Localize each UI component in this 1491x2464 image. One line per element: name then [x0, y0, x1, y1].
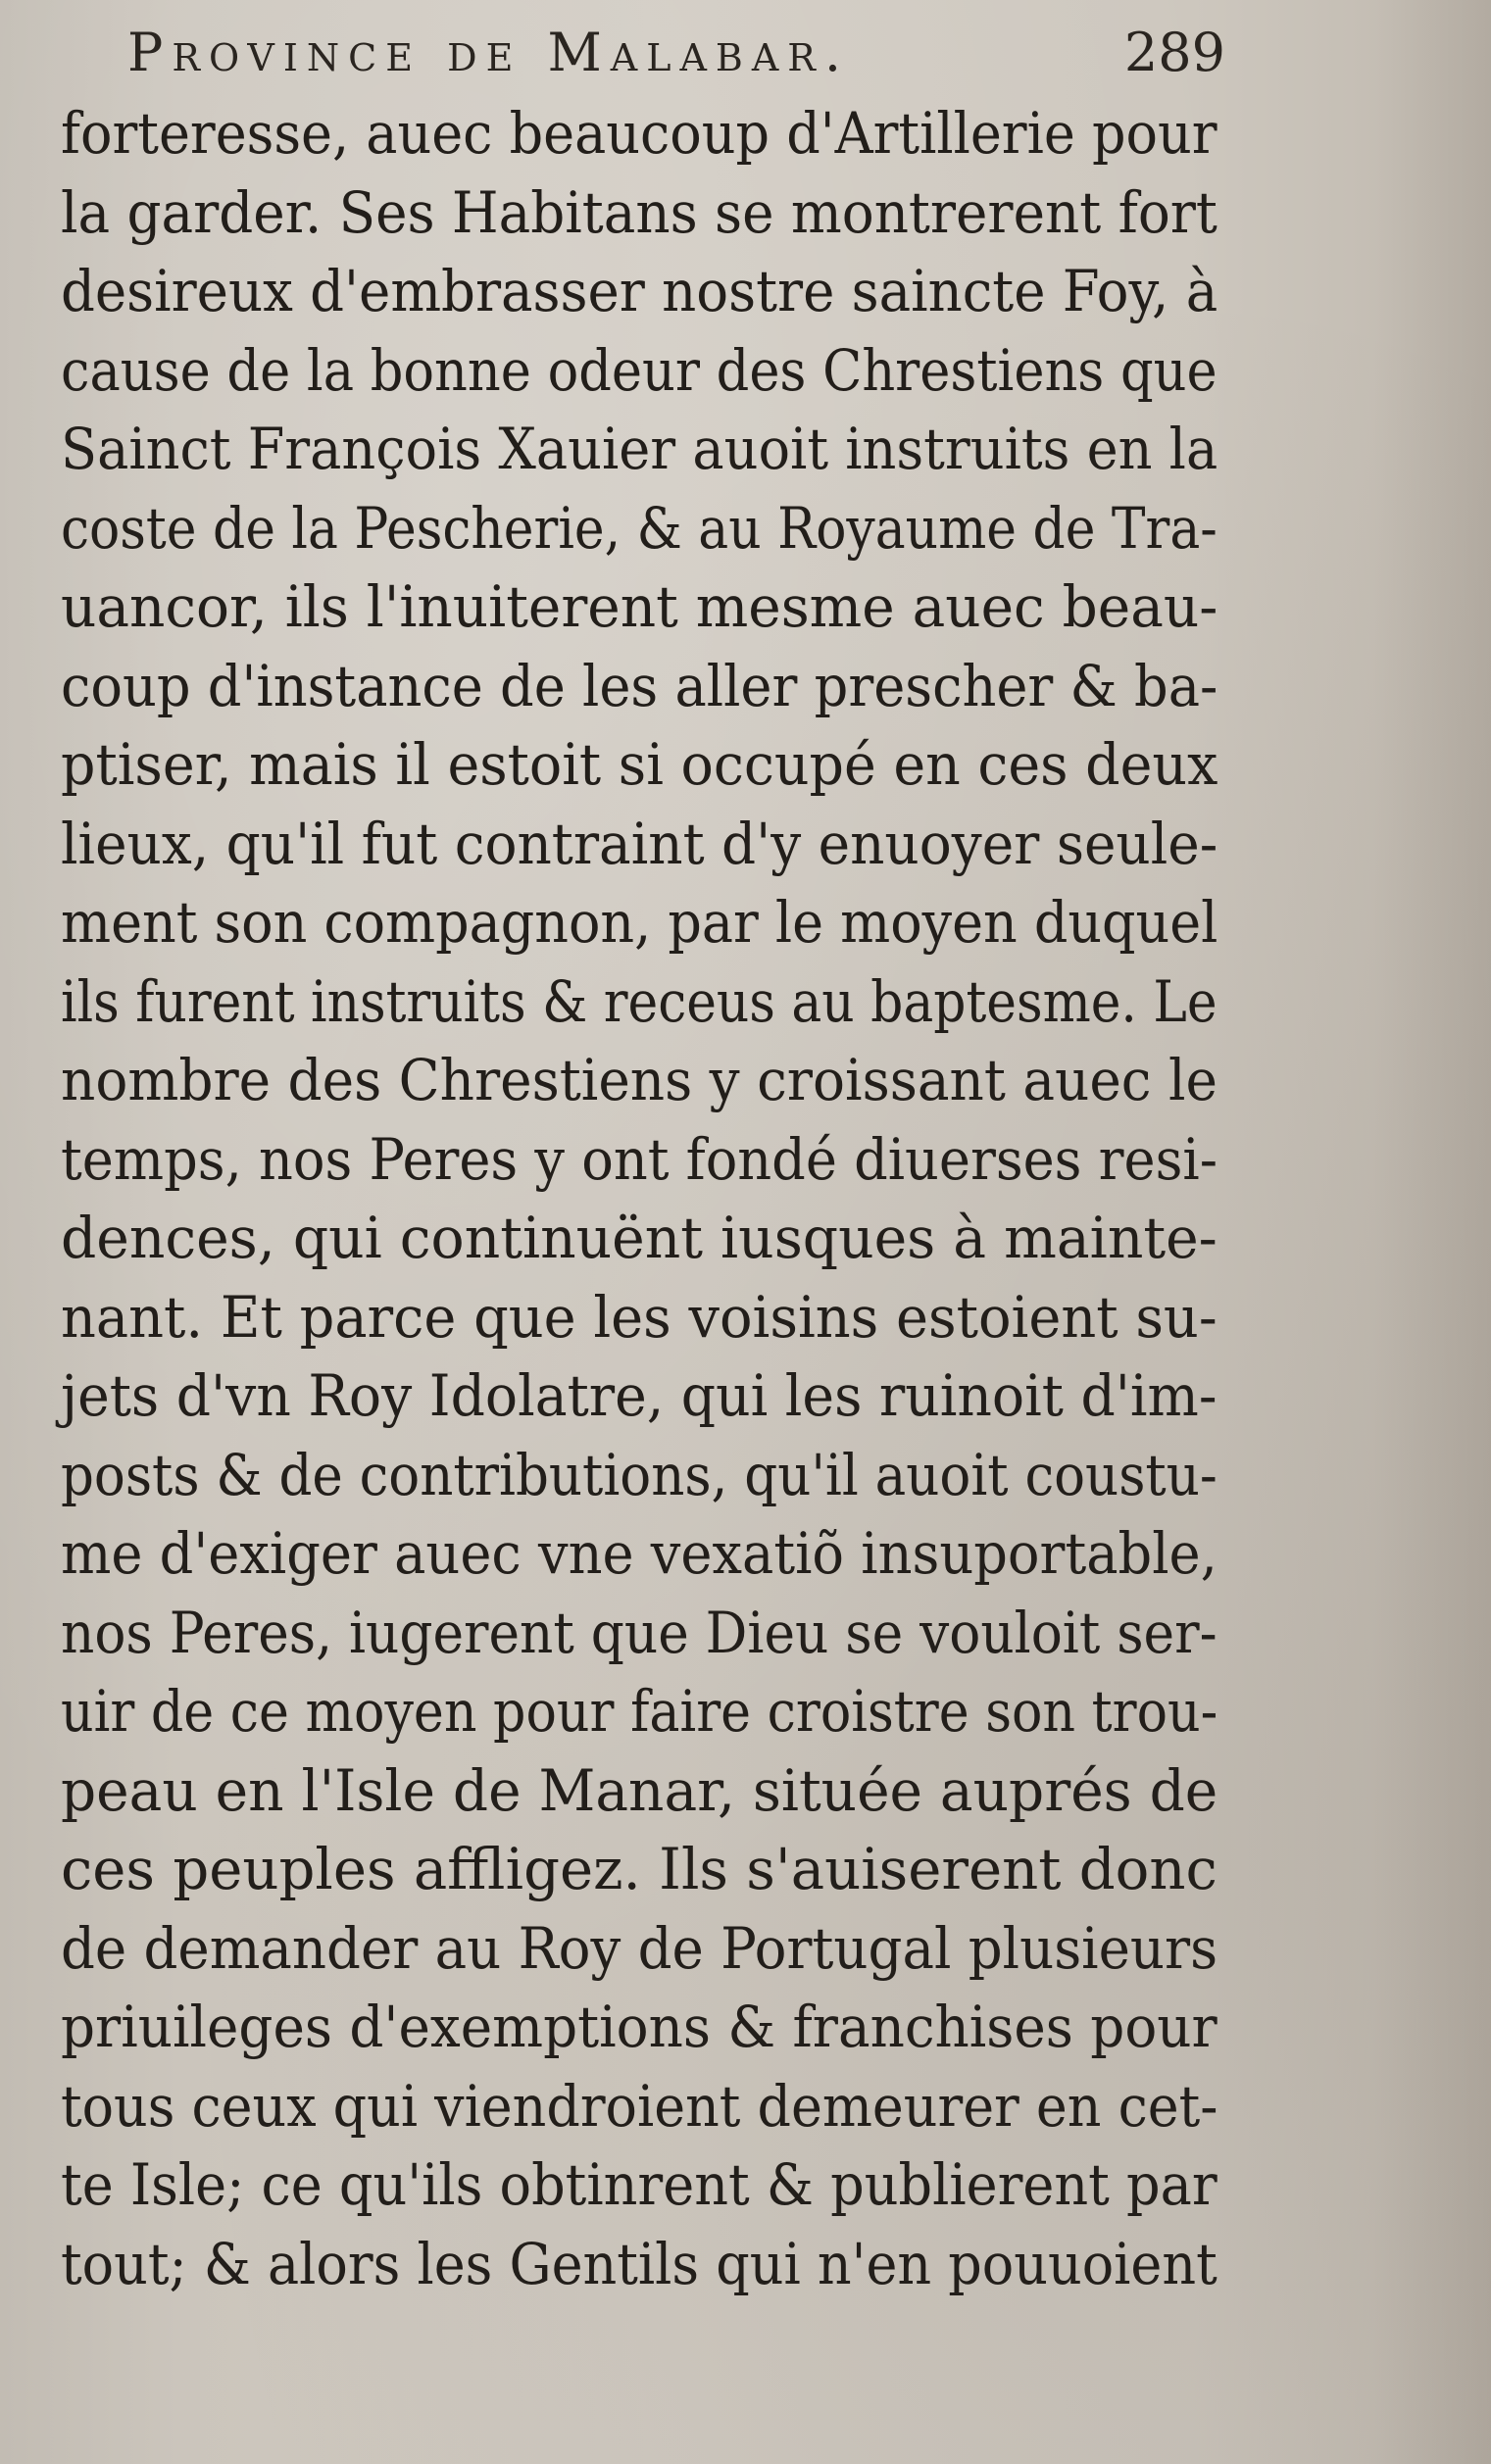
text-line: de demander au Roy de Portugal plusieurs	[61, 1914, 1218, 1982]
running-head	[127, 16, 1225, 84]
text-line: nos Peres, iugerent que Dieu se vouloit ser-	[61, 1599, 1218, 1666]
text-line: me d'exiger auec vne vexatiõ insuportable,	[61, 1520, 1218, 1587]
text-line: forteresse, auec beaucoup d'Artillerie pour	[61, 100, 1218, 167]
text-line: lieux, qu'il fut contraint d'y enuoyer seule-	[61, 810, 1218, 877]
running-title: Province de Malabar.	[127, 22, 851, 83]
text-line: ment son compagnon, par le moyen duquel	[61, 889, 1218, 956]
text-line: desireux d'embrasser nostre saincte Foy, à	[61, 258, 1218, 324]
text-line: jets d'vn Roy Idolatre, qui les ruinoit d'im-	[61, 1362, 1218, 1429]
text-line: ils furent instruits & receus au baptesme. Le	[61, 967, 1218, 1035]
text-line: coup d'instance de les aller prescher & ba-	[61, 652, 1218, 719]
text-line: te Isle; ce qu'ils obtinrent & publierent par	[61, 2151, 1218, 2218]
text-line: ces peuples affligez. Ils s'auiserent donc	[61, 1836, 1218, 1902]
text-line: tous ceux qui viendroient demeurer en cet-	[61, 2072, 1218, 2140]
text-line: la garder. Ses Habitans se montrerent fort	[61, 178, 1218, 246]
text-line: peau en l'Isle de Manar, située auprés de	[61, 1756, 1218, 1824]
page-number: 289	[1123, 22, 1225, 83]
text-line: Sainct François Xauier auoit instruits en la	[61, 416, 1218, 482]
text-line: priuileges d'exemptions & franchises pour	[61, 1994, 1218, 2060]
text-line: cause de la bonne odeur des Chrestiens que	[61, 336, 1218, 404]
text-line: uancor, ils l'inuiterent mesme auec beau-	[61, 573, 1218, 640]
text-line: dences, qui continuënt iusques à mainte-	[61, 1205, 1218, 1271]
text-line: temps, nos Peres y ont fondé diuerses resi-	[61, 1125, 1218, 1193]
text-line: coste de la Pescherie, & au Royaume de Tra-	[61, 494, 1218, 562]
text-line: tout; & alors les Gentils qui n'en pouuoient	[61, 2230, 1218, 2297]
text-line: nant. Et parce que les voisins estoient su-	[61, 1283, 1218, 1351]
body-text	[61, 94, 1237, 2303]
text-line: nombre des Chrestiens y croissant auec le	[61, 1047, 1218, 1113]
text-line: uir de ce moyen pour faire croistre son trou-	[61, 1678, 1218, 1745]
text-line: ptiser, mais il estoit si occupé en ces deux	[61, 731, 1218, 798]
text-line: posts & de contributions, qu'il auoit coustu-	[61, 1441, 1218, 1508]
